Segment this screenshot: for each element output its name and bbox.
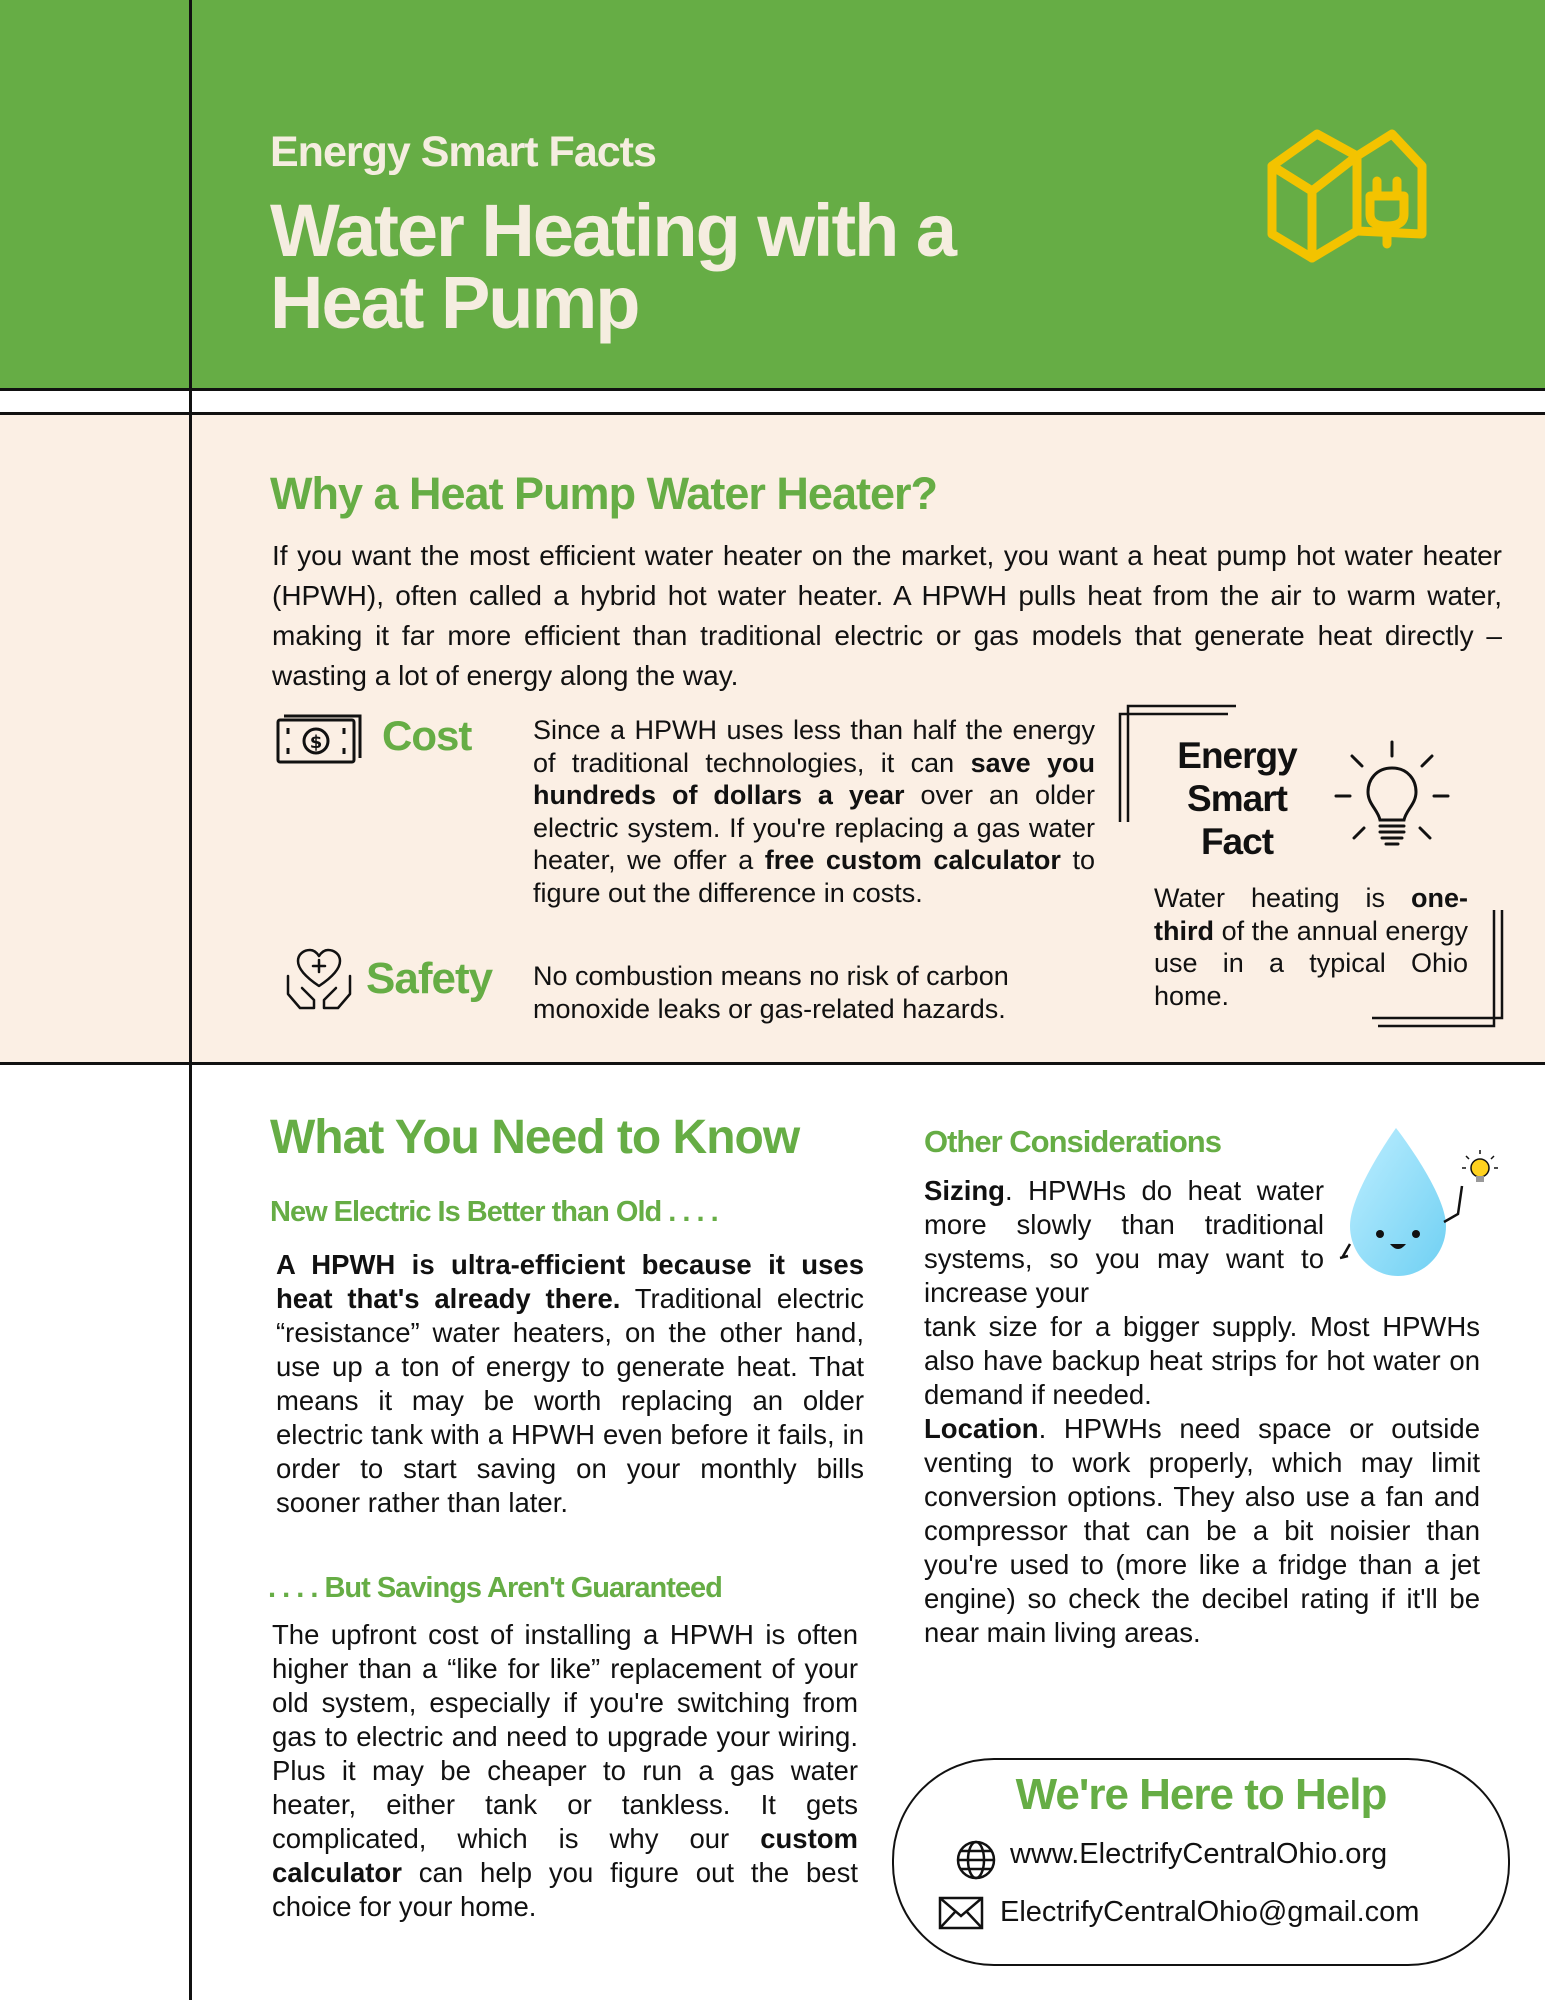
cost-text-a: Since a HPWH uses less than half the energy of traditional technologies, it can [533, 715, 1095, 778]
other-location [924, 1412, 1480, 1650]
water-drop-mascot-icon [1336, 1126, 1506, 1286]
house-plug-icon [1262, 126, 1432, 276]
know-p2-bold: custom calculator [272, 1823, 858, 1888]
safety-text: No combustion means no risk of carbon monoxide leaks or gas-related hazards. [533, 961, 1009, 1024]
margin-line [189, 0, 192, 2000]
lightbulb-icon [1334, 740, 1450, 856]
know-subhead-1: New Electric Is Better than Old . . . . [270, 1196, 718, 1228]
safety-label: Safety [366, 954, 493, 1003]
fact-text [1154, 882, 1468, 1012]
why-paragraph: If you want the most efficient water heater on the market, you want a heat pump hot water heater (HPWH), often called a hybrid hot water heater. A HPWH pulls heat from the air to warm water, making it far more efficient than traditional electric or gas models that generate heat directly – wasting a lot of energy along the way. [272, 540, 1502, 691]
cost-bold-b: free custom calculator [764, 845, 1061, 875]
page-title [270, 189, 1170, 344]
know-paragraph-2 [272, 1618, 858, 1924]
page-title-line2: Heat Pump [270, 261, 639, 344]
other-sizing-a [924, 1174, 1324, 1310]
divider [0, 388, 1545, 391]
know-paragraph-1 [276, 1248, 864, 1520]
money-bill-icon [276, 714, 362, 768]
why-heading: Why a Heat Pump Water Heater? [270, 468, 937, 519]
other-heading: Other Considerations [924, 1124, 1221, 1159]
other-sizing-b: tank size for a bigger supply. Most HPWHs also have backup heat strips for hot water on demand if needed. [924, 1311, 1480, 1410]
cost-text [533, 714, 1095, 909]
know-p1-text: Traditional electric “resistance” water heaters, on the other hand, use up a ton of energy to generate heat. That means it may be worth replacing an older electric tank with a HPWH even before it fails, in order to start saving on your monthly bills sooner rather than later. [276, 1283, 864, 1518]
header-kicker: Energy Smart Facts [270, 128, 656, 176]
email-link[interactable]: ElectrifyCentralOhio@gmail.com [1000, 1896, 1420, 1928]
fact-text-a: Water heating is [1154, 883, 1411, 913]
location-text: . HPWHs need space or outside venting to work properly, which may limit conversion options. They also use a fan and compressor that can be a bit noisier than you're used to (more like a fridge than a jet engine) so check the decibel rating if it'll be near main living areas. [924, 1413, 1480, 1648]
fact-bold: one-third [1154, 883, 1468, 946]
fact-title-line1: Energy [1177, 735, 1297, 776]
envelope-icon [938, 1896, 984, 1930]
fact-title [1152, 734, 1322, 863]
location-bold: Location [924, 1413, 1039, 1444]
know-p2-text-b: can help you figure out the best choice for your home. [272, 1857, 858, 1922]
know-p1-bold: A HPWH is ultra-efficient because it uses heat that's already there. [276, 1249, 864, 1314]
fact-title-line3: Fact [1200, 821, 1274, 862]
know-p2-text-a: The upfront cost of installing a HPWH is often higher than a “like for like” replacement of your old system, especially if you're switching from gas to electric and need to upgrade your wiring. Plus it may be cheaper to run a gas water heater, either tank or tankless. It gets complicated, which is why our [272, 1619, 858, 1854]
cost-text-b: over an older electric system. If you're replacing a gas water heater, we offer a [533, 780, 1095, 875]
sizing-bold: Sizing [924, 1175, 1005, 1206]
heart-hands-icon [284, 948, 354, 1014]
know-heading: What You Need to Know [270, 1111, 800, 1164]
svg-text:$: $ [309, 732, 323, 753]
globe-icon [956, 1840, 996, 1880]
fact-text-b: of the annual energy use in a typical Ohio home. [1154, 915, 1468, 1011]
cost-label: Cost [382, 712, 472, 759]
website-link[interactable]: www.ElectrifyCentralOhio.org [1010, 1838, 1388, 1870]
divider [0, 1062, 1545, 1065]
divider [0, 412, 1545, 415]
fact-title-line2: Smart [1187, 778, 1287, 819]
know-subhead-2: . . . . But Savings Aren't Guaranteed [268, 1572, 722, 1604]
sizing-text-a: . HPWHs do heat water more slowly than traditional systems, so you may want to increase your [924, 1175, 1324, 1308]
cost-bold-a: save you hundreds of dollars a year [533, 747, 1095, 810]
help-heading: We're Here to Help [1015, 1770, 1387, 1819]
page-title-line1: Water Heating with a [270, 189, 956, 272]
cost-text-c: to figure out the difference in costs. [533, 845, 1095, 908]
